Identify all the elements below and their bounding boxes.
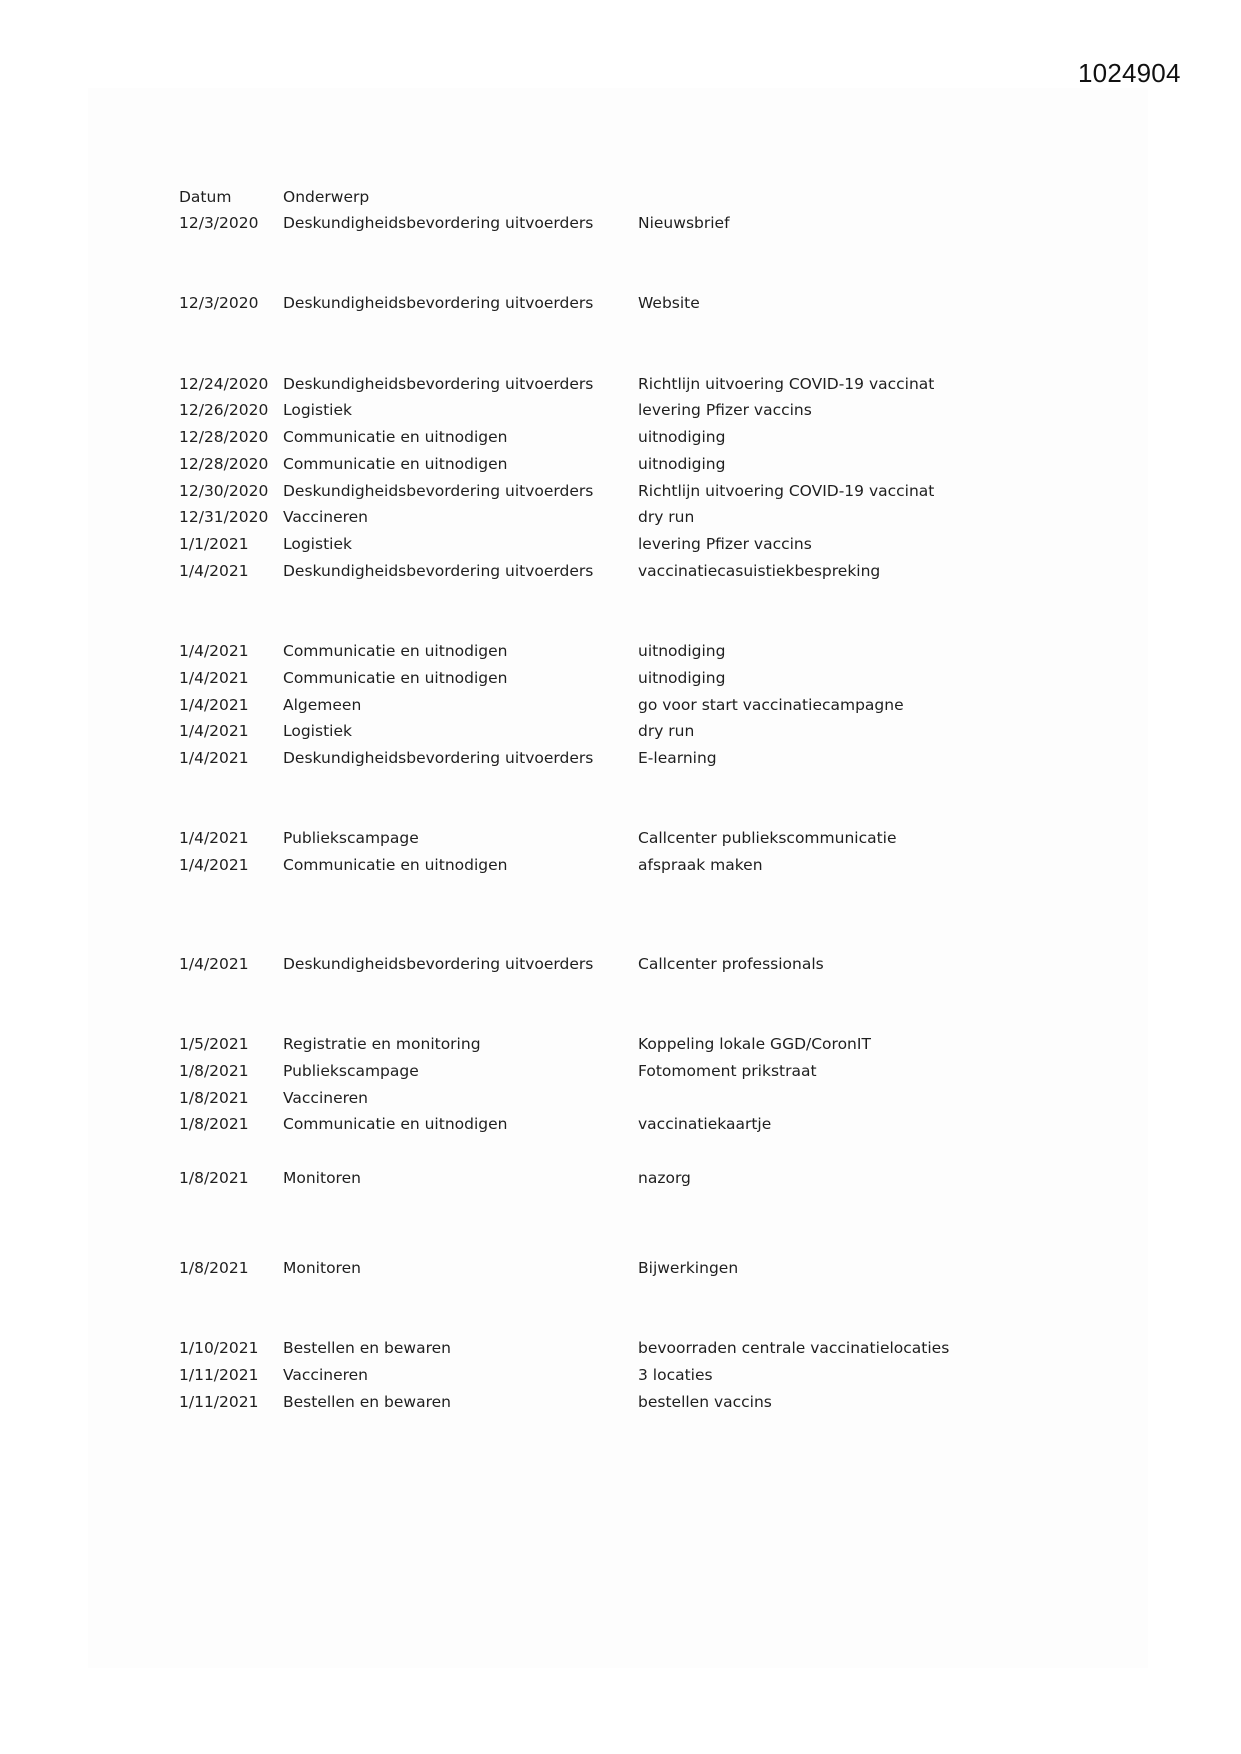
row-date: 1/8/2021 [179, 1259, 249, 1277]
row-subject: Vaccineren [283, 508, 369, 526]
row-date: 12/31/2020 [179, 508, 269, 526]
row-description: dry run [638, 508, 695, 526]
row-date: 1/4/2021 [179, 749, 249, 767]
row-description: bestellen vaccins [638, 1393, 772, 1411]
row-description: vaccinatiecasuistiekbespreking [638, 562, 881, 580]
row-subject: Monitoren [283, 1169, 361, 1187]
row-description: Nieuwsbrief [638, 214, 730, 232]
row-date: 1/5/2021 [179, 1035, 249, 1053]
document-number: 1024904 [1078, 58, 1181, 88]
page-panel [88, 88, 1148, 1668]
row-subject: Communicatie en uitnodigen [283, 428, 508, 446]
row-description: bevoorraden centrale vaccinatielocaties [638, 1339, 950, 1357]
row-date: 12/28/2020 [179, 428, 269, 446]
row-date: 12/26/2020 [179, 401, 269, 419]
row-date: 12/24/2020 [179, 375, 269, 393]
row-description: E-learning [638, 749, 717, 767]
row-subject: Logistiek [283, 401, 352, 419]
row-date: 1/4/2021 [179, 562, 249, 580]
row-description: go voor start vaccinatiecampagne [638, 696, 904, 714]
row-subject: Logistiek [283, 535, 352, 553]
row-date: 12/30/2020 [179, 482, 269, 500]
row-description: nazorg [638, 1169, 691, 1187]
row-subject: Publiekscampage [283, 1062, 419, 1080]
row-date: 1/11/2021 [179, 1366, 259, 1384]
row-description: uitnodiging [638, 669, 726, 687]
row-description: Richtlijn uitvoering COVID-19 vaccinat [638, 482, 935, 500]
row-date: 1/4/2021 [179, 955, 249, 973]
row-subject: Communicatie en uitnodigen [283, 1115, 508, 1133]
row-date: 1/1/2021 [179, 535, 249, 553]
row-description: Fotomoment prikstraat [638, 1062, 817, 1080]
row-subject: Communicatie en uitnodigen [283, 642, 508, 660]
row-date: 1/8/2021 [179, 1115, 249, 1133]
row-date: 1/4/2021 [179, 669, 249, 687]
row-subject: Deskundigheidsbevordering uitvoerders [283, 562, 594, 580]
row-description: Callcenter professionals [638, 955, 824, 973]
row-description: Website [638, 294, 700, 312]
row-date: 12/3/2020 [179, 294, 259, 312]
row-subject: Communicatie en uitnodigen [283, 669, 508, 687]
header-date: Datum [179, 188, 232, 206]
row-date: 1/8/2021 [179, 1169, 249, 1187]
row-description: Richtlijn uitvoering COVID-19 vaccinat [638, 375, 935, 393]
header-subject: Onderwerp [283, 188, 370, 206]
row-date: 1/4/2021 [179, 642, 249, 660]
row-subject: Registratie en monitoring [283, 1035, 481, 1053]
row-description: uitnodiging [638, 428, 726, 446]
row-description: Callcenter publiekscommunicatie [638, 829, 897, 847]
row-description: uitnodiging [638, 455, 726, 473]
row-description: Koppeling lokale GGD/CoronIT [638, 1035, 871, 1053]
row-subject: Logistiek [283, 722, 352, 740]
row-subject: Deskundigheidsbevordering uitvoerders [283, 375, 594, 393]
row-date: 12/28/2020 [179, 455, 269, 473]
row-subject: Communicatie en uitnodigen [283, 455, 508, 473]
row-description: levering Pfizer vaccins [638, 535, 812, 553]
row-subject: Algemeen [283, 696, 362, 714]
row-subject: Deskundigheidsbevordering uitvoerders [283, 294, 594, 312]
row-date: 12/3/2020 [179, 214, 259, 232]
row-description: Bijwerkingen [638, 1259, 739, 1277]
row-subject: Vaccineren [283, 1089, 369, 1107]
row-subject: Deskundigheidsbevordering uitvoerders [283, 214, 594, 232]
row-date: 1/11/2021 [179, 1393, 259, 1411]
row-subject: Monitoren [283, 1259, 361, 1277]
row-subject: Publiekscampage [283, 829, 419, 847]
row-date: 1/4/2021 [179, 722, 249, 740]
row-subject: Bestellen en bewaren [283, 1339, 451, 1357]
row-description: uitnodiging [638, 642, 726, 660]
row-subject: Deskundigheidsbevordering uitvoerders [283, 749, 594, 767]
row-date: 1/8/2021 [179, 1062, 249, 1080]
row-description: levering Pfizer vaccins [638, 401, 812, 419]
row-description: 3 locaties [638, 1366, 713, 1384]
row-subject: Bestellen en bewaren [283, 1393, 451, 1411]
row-subject: Deskundigheidsbevordering uitvoerders [283, 955, 594, 973]
row-subject: Deskundigheidsbevordering uitvoerders [283, 482, 594, 500]
row-date: 1/4/2021 [179, 696, 249, 714]
row-date: 1/4/2021 [179, 829, 249, 847]
row-subject: Communicatie en uitnodigen [283, 856, 508, 874]
row-description: vaccinatiekaartje [638, 1115, 772, 1133]
row-description: afspraak maken [638, 856, 763, 874]
row-description: dry run [638, 722, 695, 740]
row-date: 1/4/2021 [179, 856, 249, 874]
row-date: 1/8/2021 [179, 1089, 249, 1107]
row-subject: Vaccineren [283, 1366, 369, 1384]
row-date: 1/10/2021 [179, 1339, 259, 1357]
